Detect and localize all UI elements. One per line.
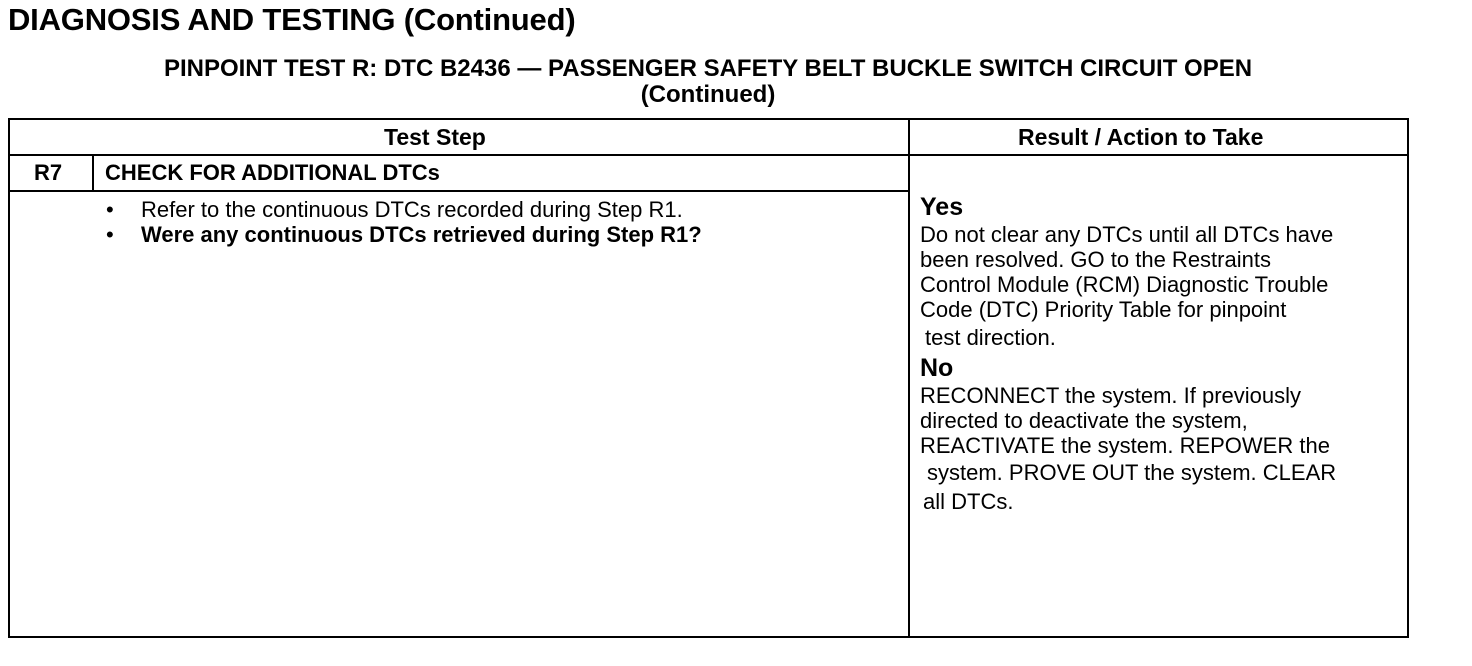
page-title: DIAGNOSIS AND TESTING (Continued) — [8, 2, 576, 37]
pinpoint-test-continued: (Continued) — [640, 81, 776, 108]
result-yes-label: Yes — [920, 193, 964, 221]
result-no-line: system. PROVE OUT the system. CLEAR — [927, 460, 1337, 485]
step-id-divider — [92, 155, 94, 191]
result-yes-line: test direction. — [925, 325, 1056, 350]
pinpoint-test-table — [8, 118, 1409, 638]
result-yes-line: Control Module (RCM) Diagnostic Trouble — [920, 272, 1329, 297]
result-yes-line: been resolved. GO to the Restraints — [920, 247, 1271, 272]
step-heading-divider — [9, 190, 908, 192]
header-test-step: Test Step — [384, 124, 486, 150]
pinpoint-test-title: PINPOINT TEST R: DTC B2436 — PASSENGER SAFETY BELT BUCKLE SWITCH CIRCUIT OPEN — [163, 55, 1253, 82]
result-yes-line: Code (DTC) Priority Table for pinpoint — [920, 297, 1287, 322]
result-no-line: all DTCs. — [923, 489, 1014, 514]
column-divider — [908, 119, 910, 637]
step-bullet-1: Refer to the continuous DTCs recorded during Step R1. — [141, 197, 683, 222]
result-no-label: No — [920, 354, 954, 382]
bullet-marker: • — [106, 197, 114, 222]
step-bullet-2: Were any continuous DTCs retrieved during Step R1? — [141, 222, 702, 247]
result-yes-line: Do not clear any DTCs until all DTCs have — [920, 222, 1334, 247]
header-divider — [9, 154, 1408, 156]
result-no-line: RECONNECT the system. If previously — [920, 383, 1302, 408]
step-heading: CHECK FOR ADDITIONAL DTCs — [105, 160, 440, 185]
result-no-line: directed to deactivate the system, — [920, 408, 1248, 433]
result-no-line: REACTIVATE the system. REPOWER the — [920, 433, 1330, 458]
bullet-marker: • — [106, 222, 114, 247]
header-result-action: Result / Action to Take — [1018, 124, 1264, 150]
step-id: R7 — [34, 160, 63, 185]
